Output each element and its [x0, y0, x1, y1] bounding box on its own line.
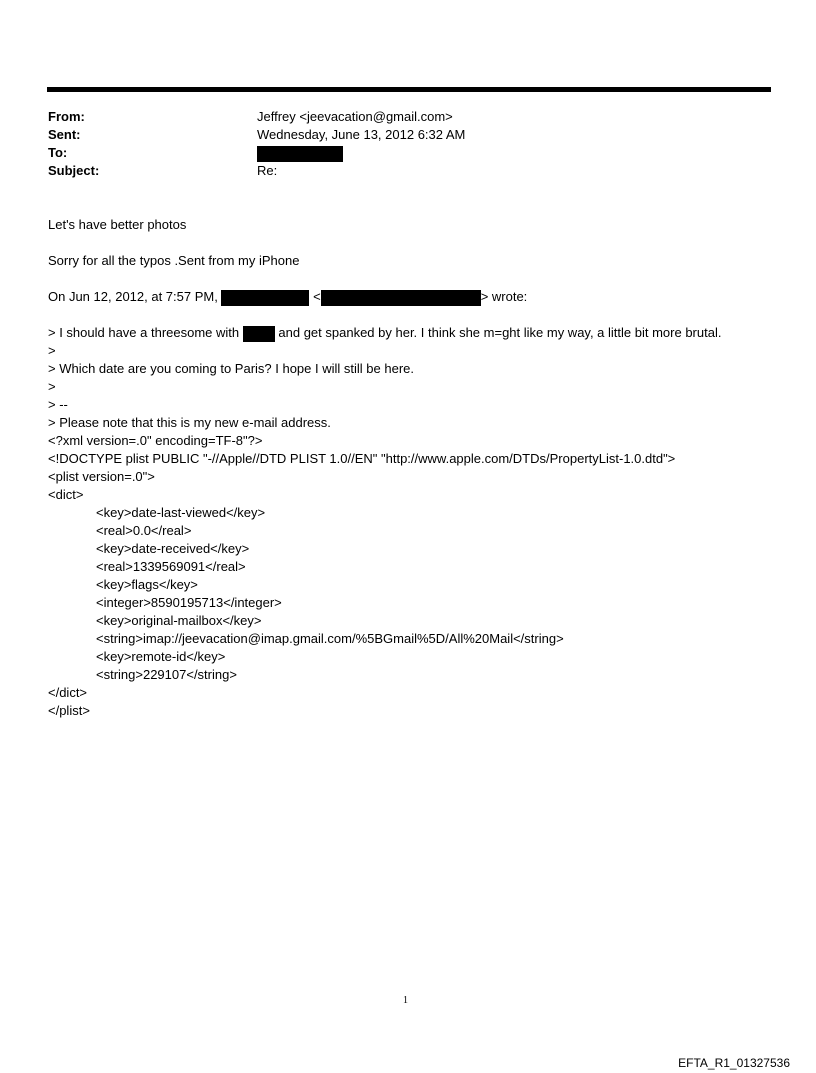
from-value: Jeffrey <jeevacation@gmail.com> [257, 109, 453, 124]
xml-line-8: <real>1339569091</real> [96, 559, 246, 574]
quoted-line-6: > Please note that this is my new e-mail address. [48, 415, 331, 430]
redaction-block [221, 290, 309, 306]
xml-line-5: <key>date-last-viewed</key> [96, 505, 266, 520]
body-line-2: Sorry for all the typos .Sent from my iPhone [48, 253, 300, 268]
redaction-block [321, 290, 481, 306]
subject-label: Subject: [48, 163, 100, 178]
quoted-line-5: > -- [48, 397, 68, 412]
xml-line-1: <?xml version=.0" encoding=TF-8"?> [48, 433, 263, 448]
xml-line-4: <dict> [48, 487, 84, 502]
quoted-line-1-end: and get spanked by her. I think she m=ght like my way, a little bit more brutal. [278, 325, 722, 340]
xml-line-16: </plist> [48, 703, 90, 718]
xml-line-12: <string>imap://jeevacation@imap.gmail.com/%5BGmail%5D/All%20Mail</string> [96, 631, 564, 646]
sent-label: Sent: [48, 127, 81, 142]
xml-line-11: <key>original-mailbox</key> [96, 613, 262, 628]
from-label: From: [48, 109, 85, 124]
xml-line-14: <string>229107</string> [96, 667, 237, 682]
redaction-block [243, 326, 275, 342]
xml-line-7: <key>date-received</key> [96, 541, 250, 556]
to-label: To: [48, 145, 68, 160]
quote-intro-wrote: > wrote: [480, 289, 528, 304]
sent-value: Wednesday, June 13, 2012 6:32 AM [257, 127, 466, 142]
xml-line-10: <integer>8590195713</integer> [96, 595, 282, 610]
document-id: EFTA_R1_01327536 [678, 1056, 790, 1070]
xml-line-13: <key>remote-id</key> [96, 649, 226, 664]
quoted-line-2: > [48, 343, 56, 358]
quoted-line-1-start: > I should have a threesome with [48, 325, 240, 340]
page-number: 1 [403, 995, 408, 1006]
header-rule [47, 87, 771, 92]
quote-intro-date: On Jun 12, 2012, at 7:57 PM, [48, 289, 218, 304]
xml-line-3: <plist version=.0"> [48, 469, 155, 484]
quoted-line-3: > Which date are you coming to Paris? I hope I will still be here. [48, 361, 414, 376]
redaction-block [257, 146, 343, 162]
quoted-line-4: > [48, 379, 56, 394]
to-value [257, 144, 343, 162]
xml-line-9: <key>flags</key> [96, 577, 198, 592]
xml-line-15: </dict> [48, 685, 88, 700]
quote-intro [48, 288, 527, 306]
body-line-1: Let's have better photos [48, 217, 187, 232]
subject-value: Re: [257, 163, 278, 178]
xml-line-6: <real>0.0</real> [96, 523, 192, 538]
xml-line-2: <!DOCTYPE plist PUBLIC "-//Apple//DTD PLIST 1.0//EN" "http://www.apple.com/DTDs/PropertyList-1.0.dtd"> [48, 451, 676, 466]
quote-intro-open: < [313, 289, 321, 304]
quoted-line-1 [48, 324, 721, 342]
